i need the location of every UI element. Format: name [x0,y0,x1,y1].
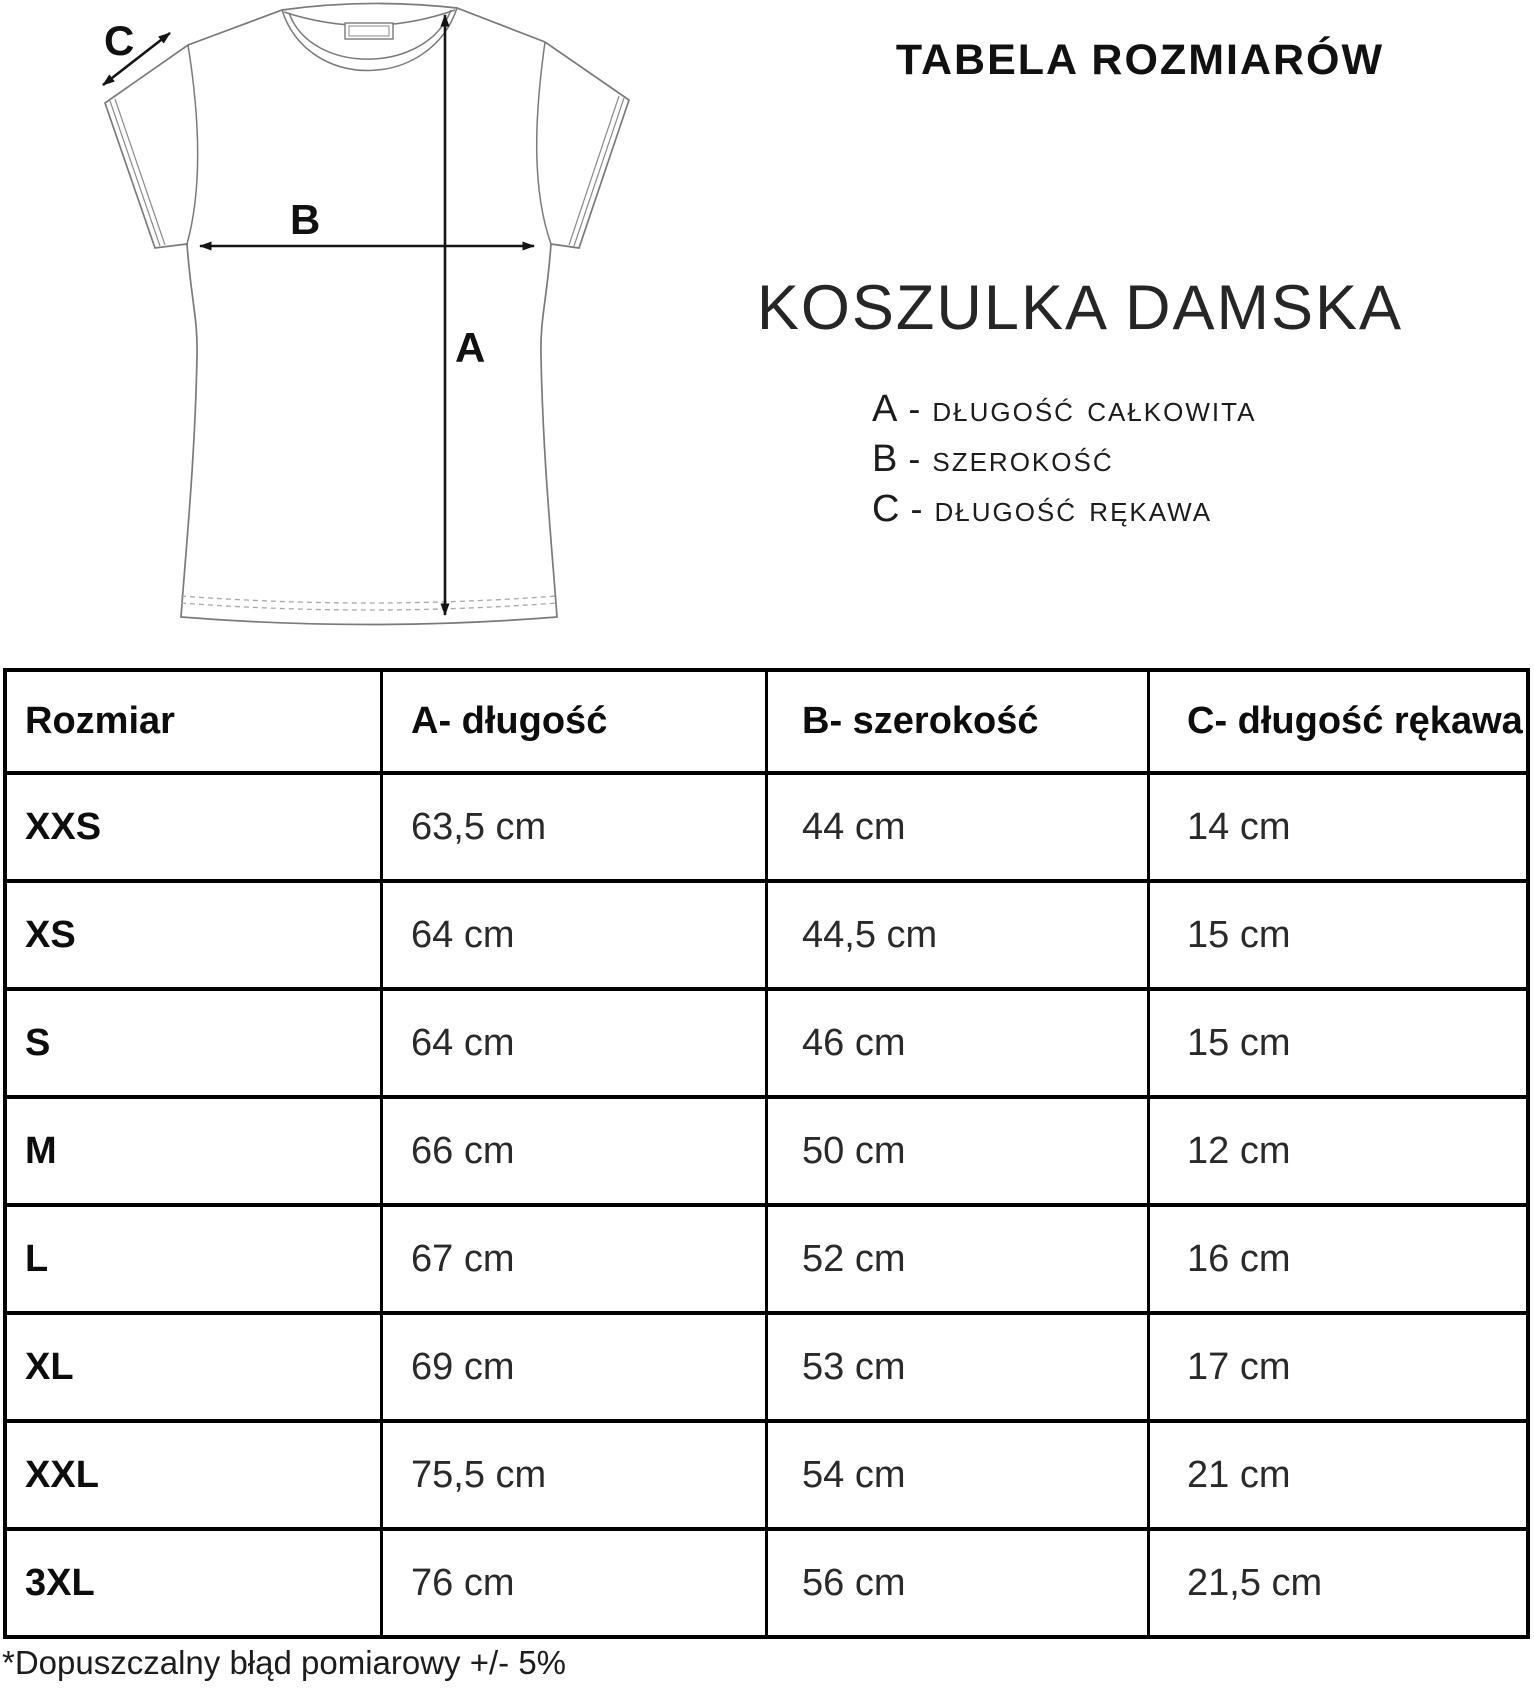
sleeve-cell: 14 cm [1187,805,1291,848]
size-cell: S [7,991,383,1095]
width-cell: 52 cm [768,1207,1150,1311]
table-row [7,1419,1526,1527]
length-cell: 76 cm [383,1531,768,1635]
legend-item-a [872,384,1256,434]
width-cell: 53 cm [768,1315,1150,1419]
sleeve-cell: 12 cm [1187,1129,1291,1172]
arrow-label-b: B [290,196,321,243]
length-cell: 66 cm [383,1099,768,1203]
table-row [7,1527,1526,1635]
legend-separator: - [908,388,921,429]
product-name: KOSZULKA DAMSKA [756,273,1404,343]
sleeve-cell: 21,5 cm [1187,1561,1323,1604]
table-row [7,1311,1526,1419]
header-cell-width: B- szerokość [768,672,1150,771]
length-cell: 64 cm [383,991,768,1095]
table-row [7,771,1526,879]
table-header-row [7,672,1526,771]
length-cell: 67 cm [383,1207,768,1311]
size-cell: XXL [7,1423,383,1527]
size-cell: XXS [7,775,383,879]
care-label-tag [345,23,393,39]
size-cell: 3XL [7,1531,383,1635]
size-cell: XL [7,1315,383,1419]
width-cell: 46 cm [768,991,1150,1095]
width-cell: 50 cm [768,1099,1150,1203]
sleeve-cell: 21 cm [1187,1453,1291,1496]
measurement-legend [872,384,1256,534]
sleeve-cell: 15 cm [1187,1021,1291,1064]
length-cell: 64 cm [383,883,768,987]
legend-separator: - [908,438,921,479]
width-cell: 44,5 cm [768,883,1150,987]
arrow-label-a: A [455,324,486,371]
header-cell-sleeve: C- długość rękawa [1187,700,1523,742]
length-cell: 69 cm [383,1315,768,1419]
sleeve-cell: 17 cm [1187,1345,1291,1388]
table-row [7,1203,1526,1311]
legend-letter: C [872,488,901,530]
legend-description: szerokość [932,438,1114,479]
legend-description: długość rękawa [934,488,1213,529]
sleeve-cell: 15 cm [1187,913,1291,956]
legend-item-c [872,484,1256,534]
measurement-tolerance-note: *Dopuszczalny błąd pomiarowy +/- 5% [2,1644,567,1681]
size-cell: L [7,1207,383,1311]
table-row [7,1095,1526,1203]
legend-letter: A [872,388,899,430]
table-row [7,879,1526,987]
table-row [7,987,1526,1095]
chart-title: TABELA ROZMIARÓW [895,36,1385,84]
length-cell: 75,5 cm [383,1423,768,1527]
legend-item-b [872,434,1256,484]
header-cell-size: Rozmiar [7,672,383,771]
tshirt-measurement-diagram [0,0,660,650]
legend-separator: - [910,488,923,529]
legend-letter: B [872,438,899,480]
width-cell: 56 cm [768,1531,1150,1635]
sleeve-cell: 16 cm [1187,1237,1291,1280]
size-cell: XS [7,883,383,987]
size-table [3,668,1530,1639]
length-cell: 63,5 cm [383,775,768,879]
arrow-label-c: C [104,17,135,64]
legend-description: długość całkowita [932,388,1257,429]
width-cell: 54 cm [768,1423,1150,1527]
size-cell: M [7,1099,383,1203]
width-cell: 44 cm [768,775,1150,879]
header-cell-length: A- długość [383,672,768,771]
tshirt-outline [105,3,629,624]
